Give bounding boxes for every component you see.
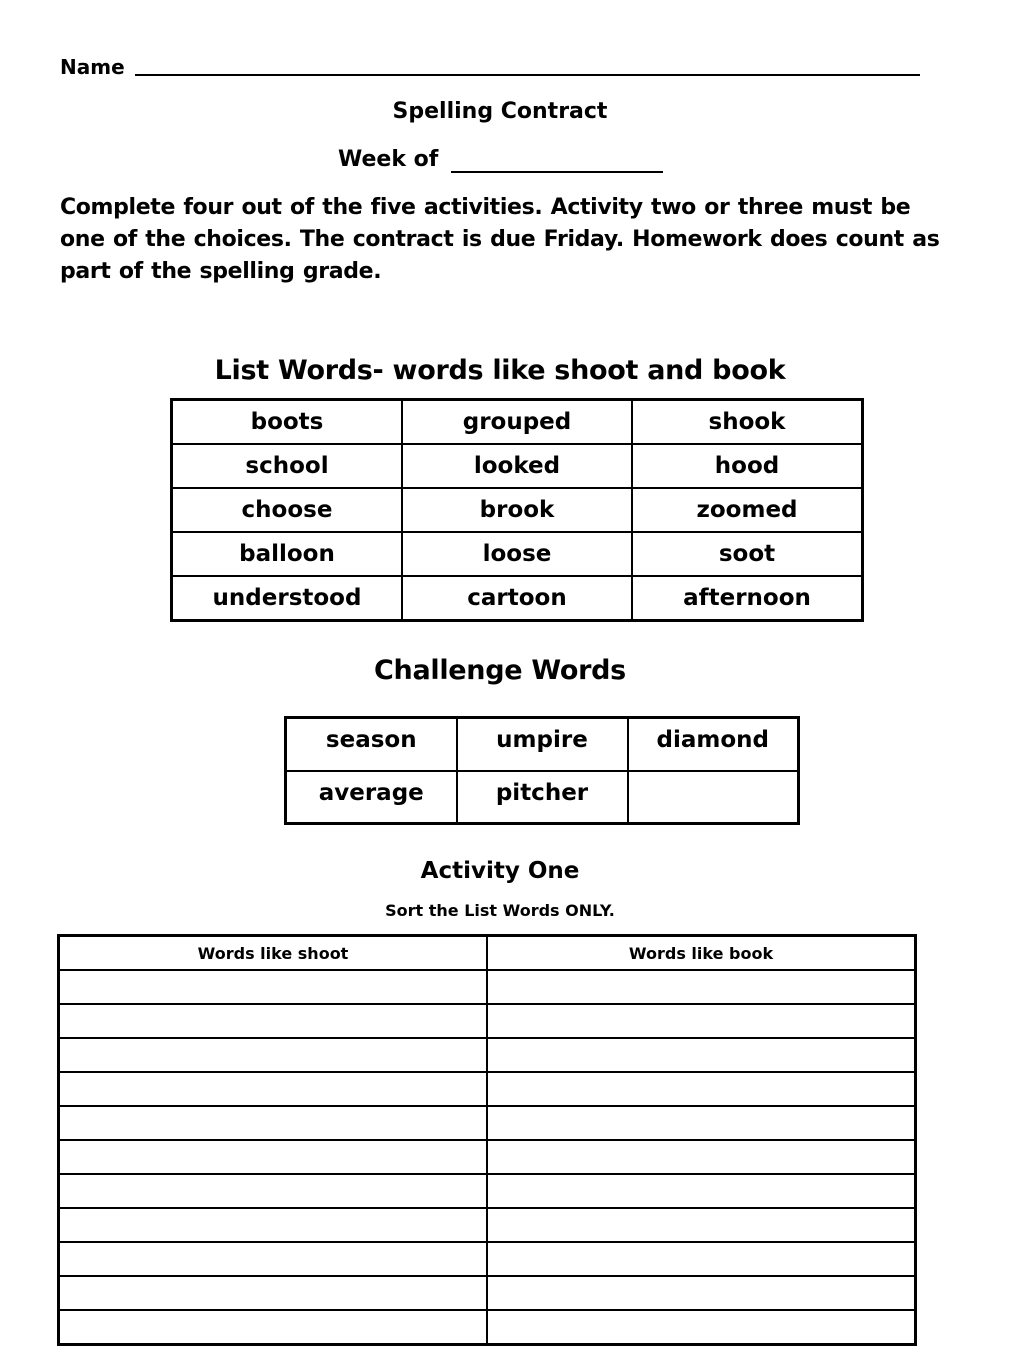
blank-cell-book[interactable] (487, 1004, 916, 1038)
table-row (59, 1004, 916, 1038)
list-words-heading: List Words- words like shoot and book (214, 355, 786, 386)
table-row (59, 1072, 916, 1106)
list-word-cell: boots (172, 400, 403, 445)
blank-cell-book[interactable] (487, 1140, 916, 1174)
blank-cell-shoot[interactable] (59, 1072, 488, 1106)
sort-table (57, 934, 917, 1346)
list-word-cell: understood (172, 576, 403, 621)
table-row (172, 576, 863, 621)
challenge-words-heading: Challenge Words (374, 655, 626, 686)
blank-cell-shoot[interactable] (59, 1242, 488, 1276)
challenge-word-cell: diamond (628, 718, 799, 771)
blank-cell-book[interactable] (487, 1242, 916, 1276)
table-row (172, 444, 863, 488)
blank-cell-shoot[interactable] (59, 1004, 488, 1038)
table-row (172, 488, 863, 532)
name-label: Name (60, 55, 125, 79)
blank-cell-shoot[interactable] (59, 1208, 488, 1242)
table-row (59, 1208, 916, 1242)
instructions-paragraph: Complete four out of the five activities. Activity two or three must be one of the choices. The contract is due Friday. Homework does count as part of the spelling grade. (60, 195, 940, 284)
name-blank-line[interactable] (135, 74, 920, 76)
blank-cell-shoot[interactable] (59, 1310, 488, 1345)
list-word-cell: grouped (402, 400, 632, 445)
table-row (59, 1242, 916, 1276)
list-word-cell: afternoon (632, 576, 863, 621)
table-row (59, 1140, 916, 1174)
list-word-cell: looked (402, 444, 632, 488)
table-row (286, 718, 799, 771)
list-word-cell: hood (632, 444, 863, 488)
blank-cell-book[interactable] (487, 1072, 916, 1106)
column-header-book: Words like book (487, 936, 916, 971)
list-word-cell: loose (402, 532, 632, 576)
table-row (286, 771, 799, 824)
blank-cell-shoot[interactable] (59, 970, 488, 1004)
challenge-word-cell: season (286, 718, 457, 771)
table-row (172, 532, 863, 576)
challenge-word-cell: average (286, 771, 457, 824)
list-word-cell: shook (632, 400, 863, 445)
week-of-blank-line[interactable] (451, 171, 663, 173)
blank-cell-shoot[interactable] (59, 1106, 488, 1140)
sort-table-body (59, 970, 916, 1345)
table-row (172, 400, 863, 445)
blank-cell-shoot[interactable] (59, 1038, 488, 1072)
activity-one-heading: Activity One (420, 858, 580, 884)
blank-cell-shoot[interactable] (59, 1276, 488, 1310)
table-row (59, 1276, 916, 1310)
blank-cell-shoot[interactable] (59, 1140, 488, 1174)
blank-cell-book[interactable] (487, 1310, 916, 1345)
blank-cell-book[interactable] (487, 970, 916, 1004)
table-row (59, 1174, 916, 1208)
list-word-cell: zoomed (632, 488, 863, 532)
list-words-table (170, 398, 864, 622)
blank-cell-book[interactable] (487, 1038, 916, 1072)
list-word-cell: balloon (172, 532, 403, 576)
challenge-word-cell: umpire (457, 718, 628, 771)
challenge-word-cell (628, 771, 799, 824)
blank-cell-book[interactable] (487, 1174, 916, 1208)
page-title: Spelling Contract (392, 99, 608, 124)
blank-cell-book[interactable] (487, 1208, 916, 1242)
list-word-cell: school (172, 444, 403, 488)
blank-cell-shoot[interactable] (59, 1174, 488, 1208)
activity-one-instruction: Sort the List Words ONLY. (385, 901, 615, 920)
table-row (59, 1310, 916, 1345)
list-word-cell: soot (632, 532, 863, 576)
list-word-cell: choose (172, 488, 403, 532)
list-word-cell: cartoon (402, 576, 632, 621)
list-word-cell: brook (402, 488, 632, 532)
table-header-row (59, 936, 916, 971)
column-header-shoot: Words like shoot (59, 936, 488, 971)
blank-cell-book[interactable] (487, 1276, 916, 1310)
challenge-words-table (284, 716, 800, 825)
week-of-label: Week of (338, 147, 439, 172)
blank-cell-book[interactable] (487, 1106, 916, 1140)
table-row (59, 1038, 916, 1072)
table-row (59, 970, 916, 1004)
table-row (59, 1106, 916, 1140)
challenge-word-cell: pitcher (457, 771, 628, 824)
